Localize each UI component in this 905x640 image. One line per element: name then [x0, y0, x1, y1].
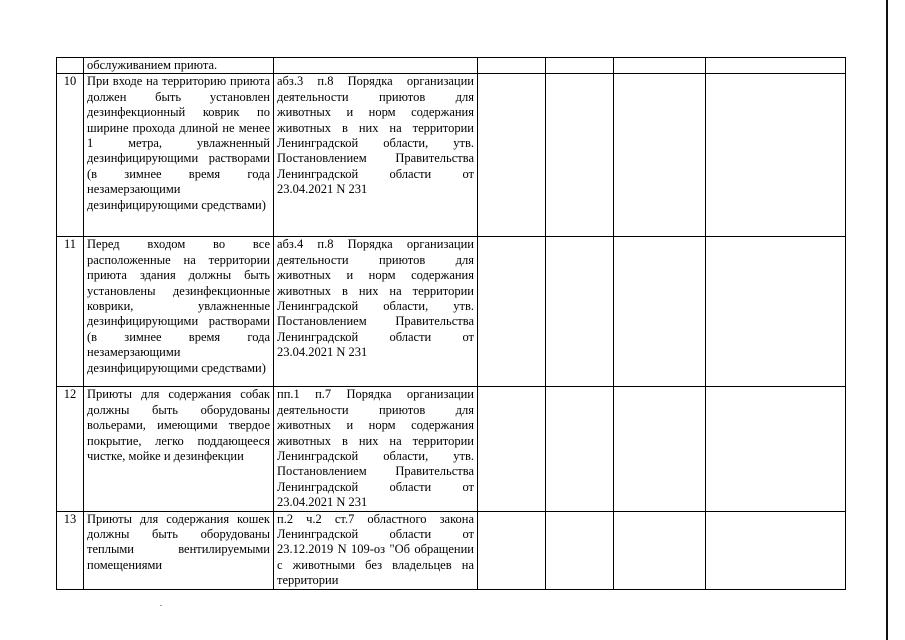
empty-cell [706, 511, 846, 589]
reference-cell: пп.1 п.7 Порядка организации деятельности приютов для животных и норм содержания животных в них на территории Ленинградской области, утв. Постановлением Правительства Ленинградской области от 23.04.2021 N 231 [274, 387, 478, 511]
empty-cell [614, 237, 706, 387]
empty-cell [706, 74, 846, 237]
empty-cell [706, 387, 846, 511]
empty-cell [706, 237, 846, 387]
requirement-cell: Приюты для содержания собак должны быть оборудованы вольерами, имеющими твердое покрытие, легко поддающееся чистке, мойке и дезинфекции [84, 387, 274, 511]
reference-cell: абз.3 п.8 Порядка организации деятельности приютов для животных и норм содержания животных в них на территории Ленинградской области, утв. Постановлением Правительства Ленинградской области от 23.04.2021 N 231 [274, 74, 478, 237]
requirements-table [56, 57, 846, 590]
empty-cell [614, 74, 706, 237]
empty-cell [478, 74, 546, 237]
row-number: 12 [57, 387, 84, 511]
empty-cell [614, 58, 706, 74]
reference-cell [274, 58, 478, 74]
row-number [57, 58, 84, 74]
requirement-cell: При входе на территорию приюта должен быть установлен дезинфекционный коврик по ширине прохода длиной не менее 1 метра, увлажненный дезинфицирующими растворами (в зимнее время года незамерзающими дезинфицирующими средствами) [84, 74, 274, 237]
scan-speck [160, 605, 162, 606]
empty-cell [614, 387, 706, 511]
empty-cell [478, 387, 546, 511]
table-row [57, 387, 846, 511]
page-number-fragment [290, 0, 358, 4]
scan-edge-line [886, 0, 888, 640]
table-row [57, 511, 846, 589]
empty-cell [546, 511, 614, 589]
empty-cell [546, 237, 614, 387]
requirement-cell: обслуживанием приюта. [84, 58, 274, 74]
reference-cell: п.2 ч.2 ст.7 областного закона Ленинградской области от 23.12.2019 N 109-оз "Об обращении с животными без владельцев на территории [274, 511, 478, 589]
reference-cell: абз.4 п.8 Порядка организации деятельности приютов для животных и норм содержания животных в них на территории Ленинградской области, утв. Постановлением Правительства Ленинградской области от 23.04.2021 N 231 [274, 237, 478, 387]
table-row [57, 237, 846, 387]
requirement-cell: Приюты для содержания кошек должны быть оборудованы теплыми вентилируемыми помещениями [84, 511, 274, 589]
empty-cell [478, 237, 546, 387]
table-row [57, 58, 846, 74]
empty-cell [546, 387, 614, 511]
empty-cell [478, 58, 546, 74]
empty-cell [614, 511, 706, 589]
row-number: 11 [57, 237, 84, 387]
empty-cell [706, 58, 846, 74]
row-number: 13 [57, 511, 84, 589]
empty-cell [546, 74, 614, 237]
requirement-cell: Перед входом во все расположенные на территории приюта здания должны быть установлены дезинфекционные коврики, увлажненные дезинфицирующими растворами (в зимнее время года незамерзающими дезинфицирующими средствами) [84, 237, 274, 387]
empty-cell [546, 58, 614, 74]
table-row [57, 74, 846, 237]
row-number: 10 [57, 74, 84, 237]
empty-cell [478, 511, 546, 589]
